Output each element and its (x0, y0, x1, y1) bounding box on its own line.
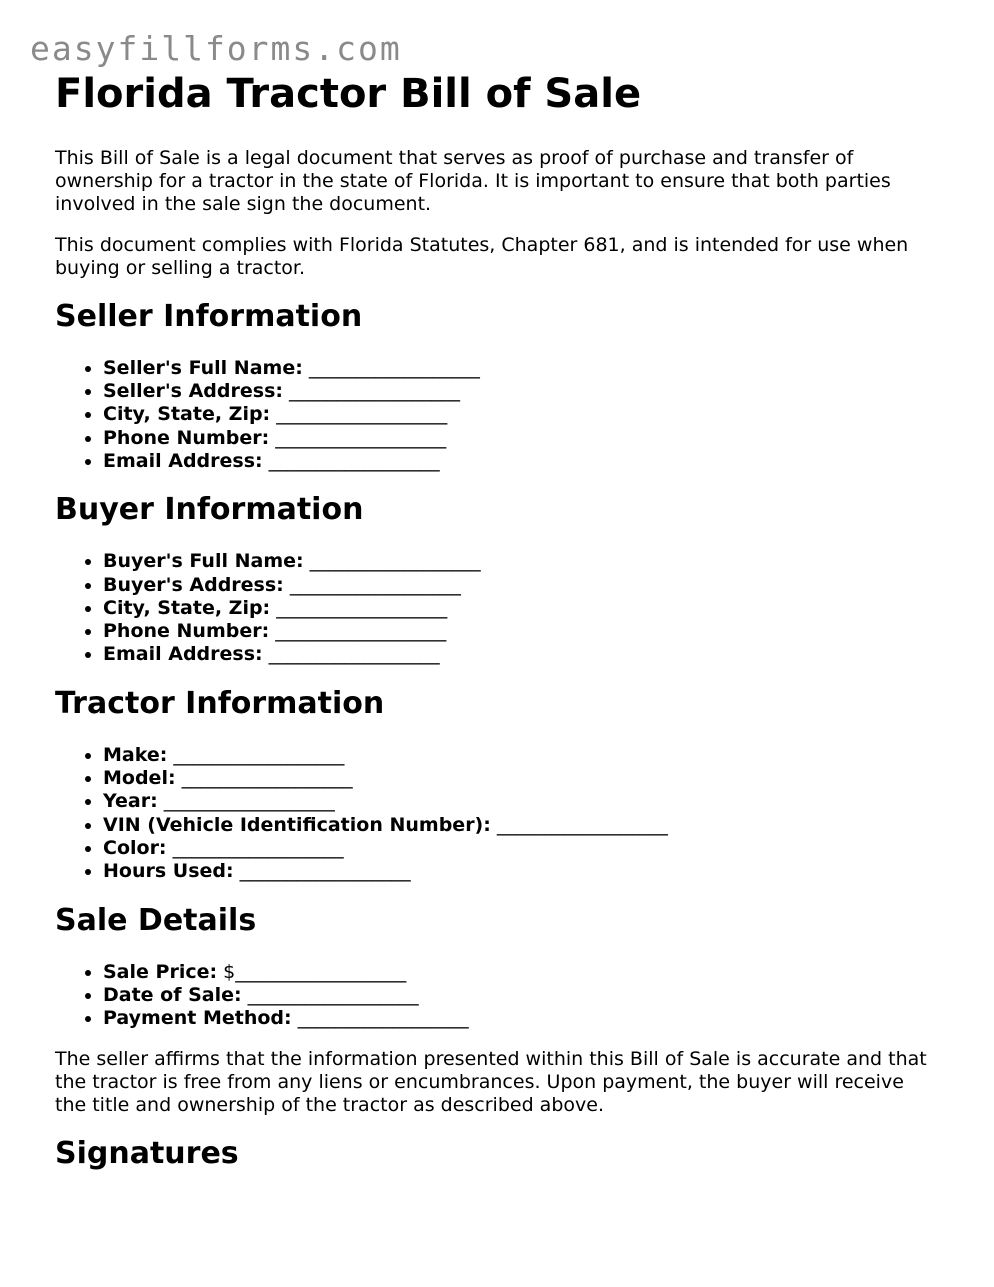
seller-address-field[interactable]: • Seller's Address: __________________ (103, 380, 935, 403)
intro-paragraph-2: This document complies with Florida Statutes, Chapter 681, and is intended for use when buying or selling a tractor. (55, 233, 909, 279)
buyer-address-field[interactable]: • Buyer's Address: __________________ (103, 574, 935, 597)
seller-city-state-zip-field[interactable]: • City, State, Zip: __________________ (103, 403, 935, 426)
seller-field-list (55, 357, 935, 473)
page-title: Florida Tractor Bill of Sale (55, 71, 642, 117)
buyer-phone-field[interactable]: • Phone Number: __________________ (103, 620, 935, 643)
tractor-vin-field[interactable]: • VIN (Vehicle Identification Number): __________________ (103, 814, 935, 837)
buyer-email-field[interactable]: • Email Address: __________________ (103, 643, 935, 666)
tractor-model-field[interactable]: • Model: __________________ (103, 767, 935, 790)
seller-phone-field[interactable]: • Phone Number: __________________ (103, 427, 935, 450)
payment-method-field[interactable]: • Payment Method: __________________ (103, 1007, 935, 1030)
seller-section-heading: Seller Information (55, 298, 363, 334)
tractor-section-heading: Tractor Information (55, 685, 385, 721)
tractor-hours-field[interactable]: • Hours Used: __________________ (103, 860, 935, 883)
sale-price-field[interactable]: • Sale Price: $__________________ (103, 961, 935, 984)
buyer-field-list (55, 550, 935, 666)
affirmation-paragraph: The seller affirms that the information presented within this Bill of Sale is accurate and that the tractor is free from any liens or encumbrances. Upon payment, the buyer will receive the title and ownership of the tractor as described above. (55, 1048, 927, 1117)
intro-paragraph-1: This Bill of Sale is a legal document that serves as proof of purchase and transfer of ownership for a tractor in the state of Florida. It is important to ensure that both parties involved in the sale sign the document. (55, 146, 891, 215)
buyer-section-heading: Buyer Information (55, 492, 364, 528)
document-body (55, 72, 935, 1194)
tractor-field-list (55, 744, 935, 884)
buyer-full-name-field[interactable]: • Buyer's Full Name: __________________ (103, 550, 935, 573)
watermark: easyfillforms.com (30, 29, 402, 68)
buyer-city-state-zip-field[interactable]: • City, State, Zip: __________________ (103, 597, 935, 620)
signatures-section-heading: Signatures (55, 1136, 239, 1172)
seller-email-field[interactable]: • Email Address: __________________ (103, 450, 935, 473)
sale-field-list (55, 961, 935, 1031)
sale-section-heading: Sale Details (55, 902, 257, 938)
seller-full-name-field[interactable]: • Seller's Full Name: __________________ (103, 357, 935, 380)
sale-date-field[interactable]: • Date of Sale: __________________ (103, 984, 935, 1007)
tractor-year-field[interactable]: • Year: __________________ (103, 790, 935, 813)
tractor-color-field[interactable]: • Color: __________________ (103, 837, 935, 860)
tractor-make-field[interactable]: • Make: __________________ (103, 744, 935, 767)
